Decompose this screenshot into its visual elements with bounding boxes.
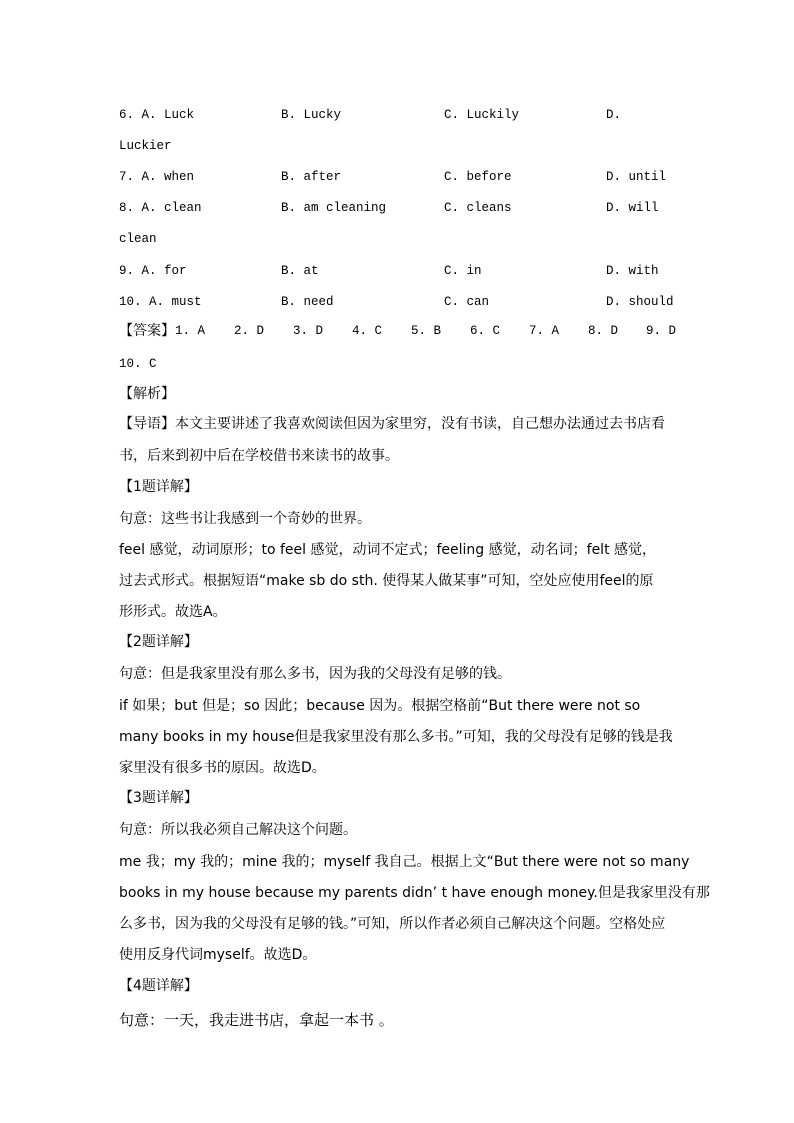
intro-line-2: 书，后来到初中后在学校借书来读书的故事。 xyxy=(119,448,399,464)
q3-explanation-2: books in my house because my parents didn’ t have enough money.但是我家里没有那 xyxy=(119,885,710,901)
option-d: D. until xyxy=(606,170,667,184)
q2-heading: 【2题详解】 xyxy=(119,634,198,650)
q1-explanation-2: 过去式形式。根据短语“make sb do sth. 使得某人做某事”可知，空处应使用feel的原 xyxy=(119,573,654,589)
q4-heading: 【4题详解】 xyxy=(119,978,198,994)
answer-label: 【答案】 xyxy=(119,323,175,339)
q3-heading: 【3题详解】 xyxy=(119,790,198,806)
option-b: B. need xyxy=(281,295,334,309)
answer-item: 3. D xyxy=(293,324,324,338)
answer-item: 5. B xyxy=(411,324,442,338)
intro-line-1: 【导语】本文主要讲述了我喜欢阅读但因为家里穷，没有书读，自己想办法通过去书店看 xyxy=(119,416,665,432)
option-a: 9. A. for xyxy=(119,264,187,278)
answer-item: 10. C xyxy=(119,357,157,371)
option-d: D. xyxy=(606,108,622,122)
q3-explanation-1: me 我；my 我的；mine 我的；myself 我自己。根据上文“But there were not so many xyxy=(119,854,690,870)
option-d-wrap: Luckier xyxy=(119,139,172,153)
answer-item: 6. C xyxy=(470,324,501,338)
option-d-wrap: clean xyxy=(119,232,157,246)
option-a: 10. A. must xyxy=(119,295,202,309)
option-b: B. am cleaning xyxy=(281,201,387,215)
q3-meaning: 句意：所以我必须自己解决这个问题。 xyxy=(119,822,357,838)
option-a: 6. A. Luck xyxy=(119,108,195,122)
option-b: B. Lucky xyxy=(281,108,342,122)
q2-explanation-2: many books in my house但是我家里没有那么多书。”可知，我的父母没有足够的钱是我 xyxy=(119,729,673,745)
option-d: D. should xyxy=(606,295,674,309)
option-d: D. will xyxy=(606,201,659,215)
q3-explanation-3: 么多书，因为我的父母没有足够的钱。”可知，所以作者必须自己解决这个问题。空格处应 xyxy=(119,916,666,932)
q4-meaning: 句意：一天，我走进书店，拿起一本书 。 xyxy=(119,1011,394,1029)
option-d: D. with xyxy=(606,264,659,278)
answer-item: 4. C xyxy=(352,324,383,338)
option-a: 7. A. when xyxy=(119,170,195,184)
q2-explanation-3: 家里没有很多书的原因。故选D。 xyxy=(119,760,326,776)
answer-item: 2. D xyxy=(234,324,265,338)
option-a: 8. A. clean xyxy=(119,201,202,215)
option-c: C. Luckily xyxy=(444,108,520,122)
q1-explanation-3: 形形式。故选A。 xyxy=(119,604,227,620)
option-b: B. at xyxy=(281,264,319,278)
analysis-heading: 【解析】 xyxy=(119,386,175,402)
q2-meaning: 句意：但是我家里没有那么多书，因为我的父母没有足够的钱。 xyxy=(119,666,511,682)
option-c: C. can xyxy=(444,295,490,309)
q2-explanation-1: if 如果；but 但是；so 因此；because 因为。根据空格前“But there were not so xyxy=(119,698,641,714)
q1-meaning: 句意：这些书让我感到一个奇妙的世界。 xyxy=(119,511,371,527)
option-c: C. in xyxy=(444,264,482,278)
option-c: C. before xyxy=(444,170,512,184)
q1-explanation-1: feel 感觉，动词原形；to feel 感觉，动词不定式；feeling 感觉，动名词；felt 感觉， xyxy=(119,542,657,558)
answer-item: 1. A xyxy=(175,324,206,338)
option-b: B. after xyxy=(281,170,342,184)
answer-item: 9. D xyxy=(646,324,677,338)
answer-item: 7. A xyxy=(529,324,560,338)
q1-heading: 【1题详解】 xyxy=(119,479,198,495)
option-c: C. cleans xyxy=(444,201,512,215)
answer-item: 8. D xyxy=(588,324,619,338)
q3-explanation-4: 使用反身代词myself。故选D。 xyxy=(119,947,317,963)
